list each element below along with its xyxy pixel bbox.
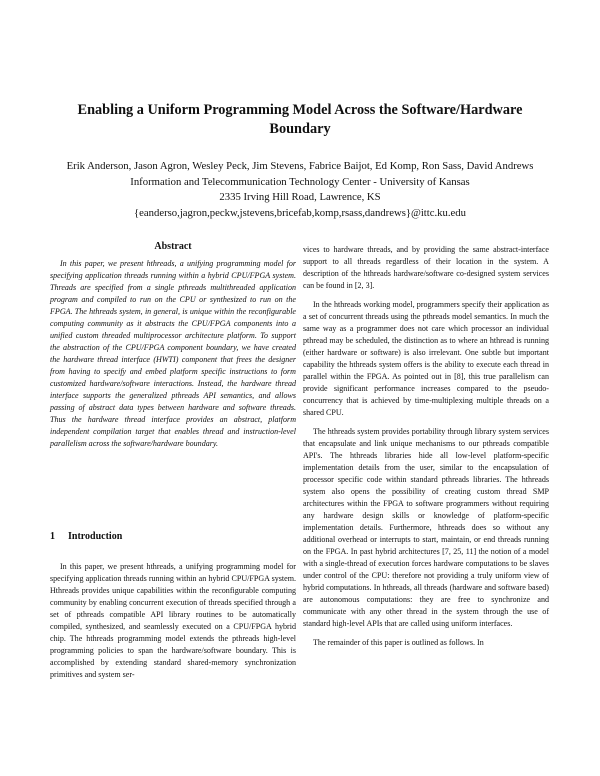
section-heading-introduction (50, 530, 122, 544)
section-number: 1 (50, 531, 55, 542)
right-column (303, 244, 549, 656)
section-title: Introduction (68, 531, 123, 542)
address: 2335 Irving Hill Road, Lawrence, KS (219, 191, 381, 203)
left-column (50, 240, 296, 679)
authors: Erik Anderson, Jason Agron, Wesley Peck, Jim Stevens, Fabrice Baijot, Ed Komp, Ron Sass, David Andrews (66, 160, 534, 172)
abstract-body: In this paper, we present hthreads, a unifying programming model for specifying application threads running within a hybrid CPU/FPGA system. Threads are specified from a single pthreads multithreaded application program and compiled to run on the CPU or synthesized to run on the FPGA. The hthreads system, in general, is unique within the reconfigurable computing community as it abstracts the CPU/FPGA components into a unified custom threaded multiprocessor architecture platform. To support the abstraction of the CPU/FPGA component boundary, we have created the hardware thread interface (HWTI) component that frees the designer from having to specify and embed platform specific instructions to form customized hardware/software interactions. Instead, the hardware thread interface supports the generalized pthreads API semantics, and allows passing of abstract data types between hardware and software threads. Thus the hardware thread interface provides an abstract, platform independent compilation target that enables thread and instruction-level parallelism across the software/hardware boundary. (50, 259, 296, 448)
paragraph-continued: vices to hardware threads, and by providing the same abstract-interface support to all threads regardless of their location in the system. A description of the hthreads hardware/software co-designed system services can be found in [2, 3]. (303, 245, 549, 290)
abstract-heading: Abstract (154, 241, 192, 252)
emails: {eanderso,jagron,peckw,jstevens,bricefab,komp,rsass,dandrews}@ittc.ku.edu (134, 206, 466, 219)
introduction-paragraph: In this paper, we present hthreads, a unifying programming model for specifying application threads running within an hybrid CPU/FPGA system. Hthreads provides unique capabilities within the reconfigurable computing community by enabling concurrent execution of threads specified through a set of pthreads compatible API library routines to be automatically compiled, synthesized, and seamlessly executed on a CPU/FPGA hybrid chip. The hthreads programming model extends the pthreads high-level programming policies to span the hardware/software boundary. This is accomplished by extending standard shared-memory synchronization primitives and system ser- (50, 562, 296, 679)
author-block (20, 159, 580, 221)
paragraph-portability: The hthreads system provides portability through library system services that encapsulate and link unique mechanisms to our pthreads compatible API's. The hthreads libraries hide all low-level platform-specific implementation details from the user, similar to the encapsulation of processor specific code within standard pthreads libraries. The hthreads system also opens the possibility of creating custom thread SMP architectures within the FPGA to software programmers without requiring any hardware design skills or knowledge of platform-specific implementation details. Furthermore, hthreads does so without any additional overhead or interrupts to start, maintain, or end threads running on the FPGA. In past hybrid architectures [7, 25, 11] the notion of a model with a single-thread of execution forces hardware computations to be slaves under control of the CPU: therefore not providing a truly uniform view of hybrid computations. In hthreads, all threads (hardware and software based) are autonomous computations: they are free to synchronize and communicate with any other thread in the system through the use of standard high-level APIs that are called using uniform interfaces. (303, 427, 549, 628)
paragraph-outline: The remainder of this paper is outlined as follows. In (313, 638, 484, 647)
paragraph-working-model: In the hthreads working model, programmers specify their application as a set of concurrent threads using the pthreads model semantics. In much the same way as a programmer does not care which processor an individual pthread may be scheduled, the distinction as to where an hthread is running (either hardware or software) is also irrelevant. One subtle but important capability the hthreads system offers is the ability to execute each thread in parallel within the FPGA. As pointed out in [8], this true parallelism can provide significant performance increases compared to the pseudo-concurrency that is achieved by time-multiplexing multiple threads on a shared CPU. (303, 300, 549, 417)
paper-title: Enabling a Uniform Programming Model Across the Software/Hardware Boundary (77, 102, 523, 137)
affiliation: Information and Telecommunication Technology Center - University of Kansas (130, 175, 470, 188)
